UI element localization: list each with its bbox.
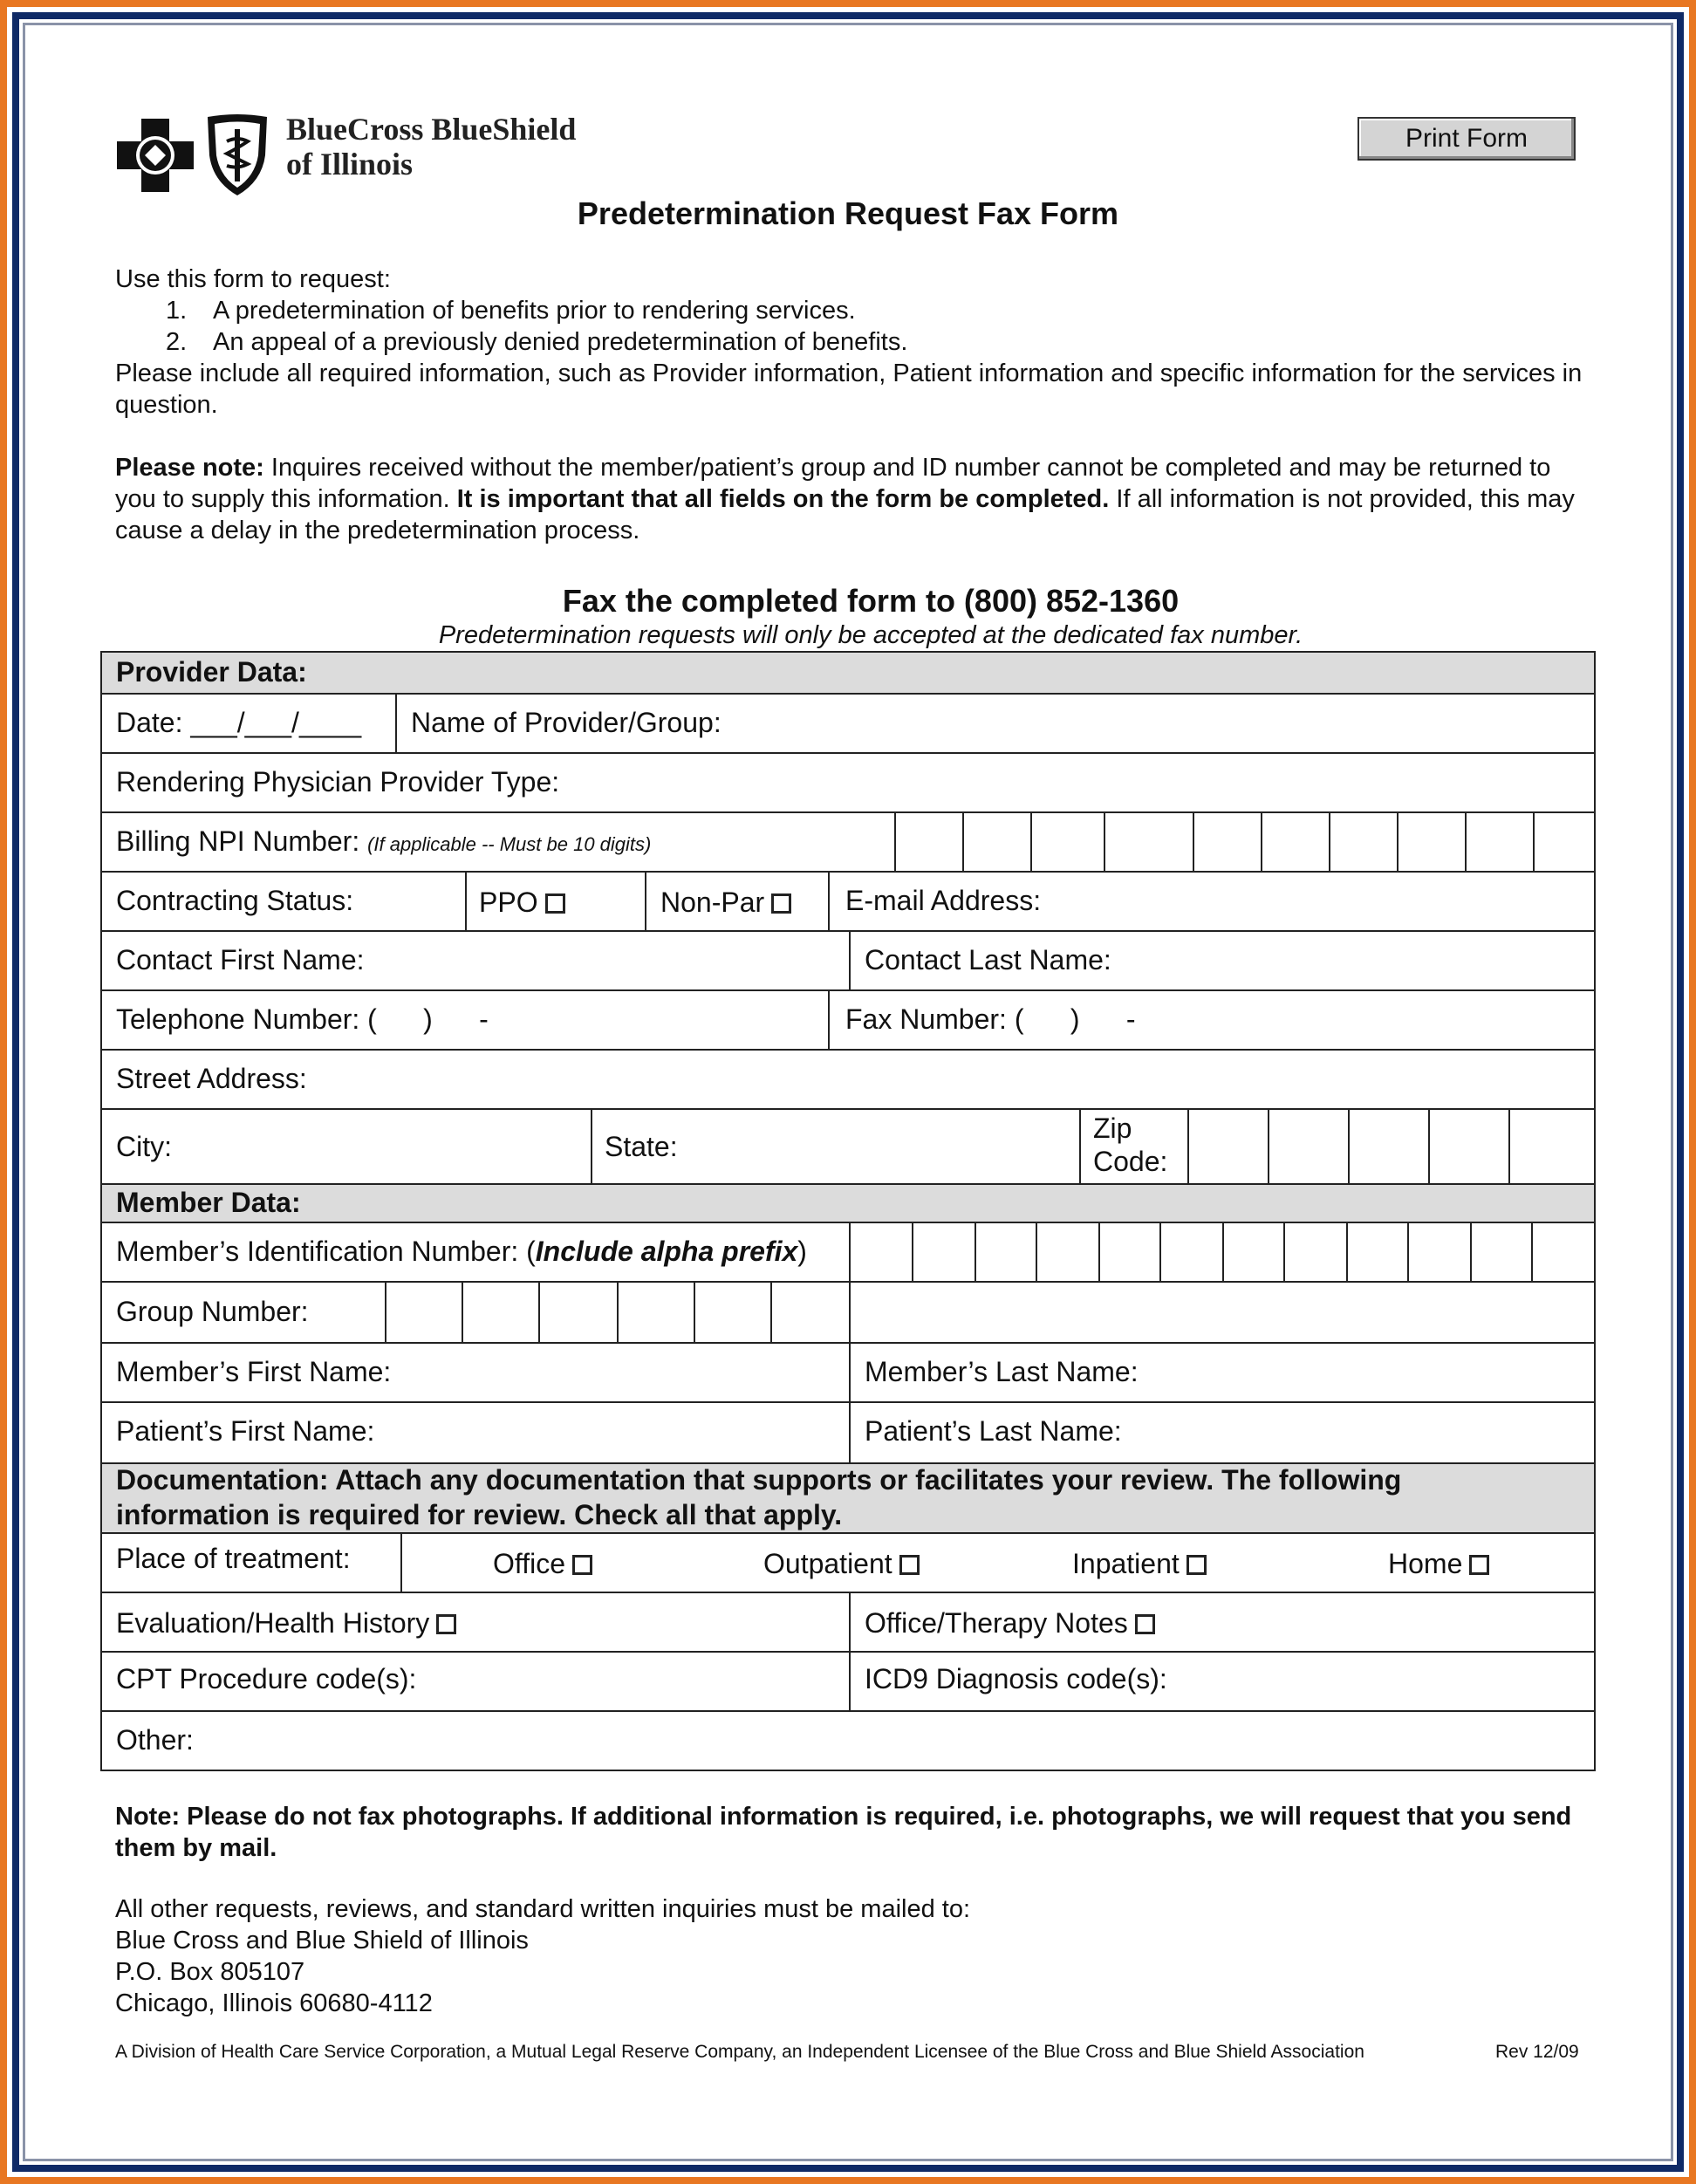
col-divider [849,930,851,989]
col-divider [1187,1108,1189,1183]
please-note-paragraph: Please note: Inquires received without the member/patient’s group and ID number cannot be completed and may be returned to you to supply this information. It is important that all fields on the form be completed. If all information is not provided, this may cause a delay in the predetermination process. [115,454,1575,544]
therapy-notes-option[interactable]: Office/Therapy Notes [865,1607,1155,1640]
col-divider [849,1592,851,1710]
intro-item1: A predetermination of benefits prior to rendering services. [213,297,856,325]
contact-last-name-field[interactable]: Contact Last Name: [865,944,1111,976]
col-divider [645,871,646,930]
row-divider [102,1108,1594,1110]
col-divider [894,811,896,871]
evaluation-history-option[interactable]: Evaluation/Health History [116,1607,456,1640]
col-divider [1508,1108,1510,1183]
member-first-name-field[interactable]: Member’s First Name: [116,1356,392,1387]
bcbs-cross-shield-icon [115,112,272,199]
col-divider [1222,1222,1224,1281]
col-divider [849,1342,851,1462]
place-of-treatment-label: Place of treatment: [116,1543,351,1574]
col-divider [1098,1222,1100,1281]
row-divider [102,1592,1594,1593]
fax-number-field[interactable]: Fax Number: ( ) - [845,1003,1136,1035]
col-divider [828,989,830,1049]
col-divider [849,1281,851,1342]
icd9-codes-field[interactable]: ICD9 Diagnosis code(s): [865,1663,1167,1694]
member-last-name-field[interactable]: Member’s Last Name: [865,1356,1139,1387]
request-form-table [100,651,1596,1771]
row-divider [102,1281,1594,1283]
date-field[interactable]: Date: ___/___/____ [116,707,362,738]
footer-disclaimer: A Division of Health Care Service Corporation, a Mutual Legal Reserve Company, an Independent Licensee of the Blue Cross and Blue Shield Association [115,2042,1364,2062]
mail-address-line1: Blue Cross and Blue Shield of Illinois [115,1927,529,1955]
col-divider [1329,811,1330,871]
state-field[interactable]: State: [605,1131,678,1162]
provider-data-header-bg [102,653,1594,693]
office-option[interactable]: Office [493,1548,592,1580]
ppo-option[interactable]: PPO [479,887,565,919]
col-divider [1283,1222,1285,1281]
row-divider [102,1049,1594,1051]
row-divider [102,1710,1594,1712]
telephone-field[interactable]: Telephone Number: ( ) - [116,1003,489,1035]
intro-item1-number: 1. [166,297,188,325]
street-address-field[interactable]: Street Address: [116,1063,307,1094]
col-divider [1465,811,1467,871]
col-divider [912,1222,913,1281]
col-divider [465,871,467,930]
row-divider [102,1651,1594,1653]
fax-number-heading: Fax the completed form to (800) 852-1360 [562,583,1180,619]
outpatient-option[interactable]: Outpatient [763,1548,920,1580]
col-divider [385,1281,386,1342]
provider-data-header: Provider Data: [116,656,307,688]
row-divider [102,1183,1594,1185]
form-title: Predetermination Request Fax Form [577,195,1119,231]
col-divider [1428,1108,1430,1183]
col-divider [962,811,964,871]
inpatient-checkbox[interactable] [1187,1555,1207,1575]
row-divider [102,693,1594,695]
print-form-button[interactable]: Print Form [1357,117,1576,161]
row-divider [102,1401,1594,1403]
row-divider [102,1342,1594,1344]
evaluation-history-checkbox[interactable] [436,1614,456,1634]
cpt-codes-field[interactable]: CPT Procedure code(s): [116,1663,417,1694]
member-data-header: Member Data: [116,1187,301,1218]
group-number-field[interactable]: Group Number: [116,1296,309,1327]
mail-address-line2: P.O. Box 805107 [115,1958,305,1986]
col-divider [617,1281,619,1342]
intro-paragraph: Please include all required information, such as Provider information, Patient information and specific information for the services in question. [115,359,1583,419]
col-divider [1407,1222,1409,1281]
col-divider [975,1222,976,1281]
col-divider [1030,811,1032,871]
col-divider [1193,811,1194,871]
non-par-option[interactable]: Non-Par [660,887,791,919]
patient-first-name-field[interactable]: Patient’s First Name: [116,1415,375,1447]
therapy-notes-checkbox[interactable] [1135,1614,1155,1634]
col-divider [694,1281,695,1342]
billing-npi-field[interactable]: Billing NPI Number: (If applicable -- Must be 10 digits) [116,825,652,857]
patient-last-name-field[interactable]: Patient’s Last Name: [865,1415,1122,1447]
col-divider [1348,1108,1350,1183]
logo-wordmark: BlueCross BlueShield of Illinois [286,112,577,181]
city-field[interactable]: City: [116,1131,172,1162]
col-divider [538,1281,540,1342]
home-option[interactable]: Home [1388,1548,1489,1580]
col-divider [849,1222,851,1281]
row-divider [102,1532,1594,1534]
row-divider [102,752,1594,754]
col-divider [1397,811,1399,871]
outpatient-checkbox[interactable] [899,1555,920,1575]
col-divider [1159,1222,1161,1281]
fax-number-subtitle: Predetermination requests will only be accepted at the dedicated fax number. [438,621,1303,649]
col-divider [462,1281,463,1342]
bcbs-logo [115,112,621,199]
row-divider [102,930,1594,932]
mail-address-line3: Chicago, Illinois 60680-4112 [115,1989,433,2017]
row-divider [102,871,1594,873]
member-id-field[interactable]: Member’s Identification Number: (Include alpha prefix) [116,1236,807,1267]
revision-label: Rev 12/09 [1495,2042,1579,2062]
col-divider [1104,811,1105,871]
documentation-header: Documentation: Attach any documentation that supports or facilitates your review. The following information is required for review. Check all that apply. [116,1464,1402,1530]
rendering-physician-field[interactable]: Rendering Physician Provider Type: [116,766,560,798]
member-data-header-bg [102,1183,1594,1222]
col-divider [770,1281,772,1342]
office-checkbox[interactable] [572,1555,592,1575]
mail-instructions: All other requests, reviews, and standard written inquiries must be mailed to: [115,1895,971,1923]
home-checkbox[interactable] [1469,1555,1489,1575]
col-divider [828,871,830,930]
ppo-checkbox[interactable] [545,893,565,914]
contracting-status-label: Contracting Status: [116,885,354,916]
non-par-checkbox[interactable] [771,893,791,914]
other-field[interactable]: Other: [116,1724,194,1756]
col-divider [1079,1108,1081,1183]
col-divider [1533,811,1535,871]
col-divider [1036,1222,1037,1281]
row-divider [102,989,1594,991]
col-divider [1470,1222,1472,1281]
email-field[interactable]: E-mail Address: [845,885,1042,916]
col-divider [591,1108,592,1183]
col-divider [395,693,397,752]
col-divider [1531,1222,1533,1281]
col-divider [1346,1222,1348,1281]
col-divider [1261,811,1262,871]
row-divider [102,1222,1594,1223]
photo-note: Note: Please do not fax photographs. If additional information is required, i.e. photographs, we will request that you send them by mail. [115,1803,1572,1862]
row-divider [102,811,1594,813]
col-divider [400,1532,402,1592]
contact-first-name-field[interactable]: Contact First Name: [116,944,365,976]
provider-group-name-field[interactable]: Name of Provider/Group: [411,707,721,738]
intro-lead: Use this form to request: [115,265,391,293]
col-divider [1268,1108,1269,1183]
intro-item2: An appeal of a previously denied predetermination of benefits. [213,328,908,356]
intro-item2-number: 2. [166,328,188,356]
inpatient-option[interactable]: Inpatient [1072,1548,1207,1580]
zip-code-label: Zip Code: [1093,1113,1168,1177]
